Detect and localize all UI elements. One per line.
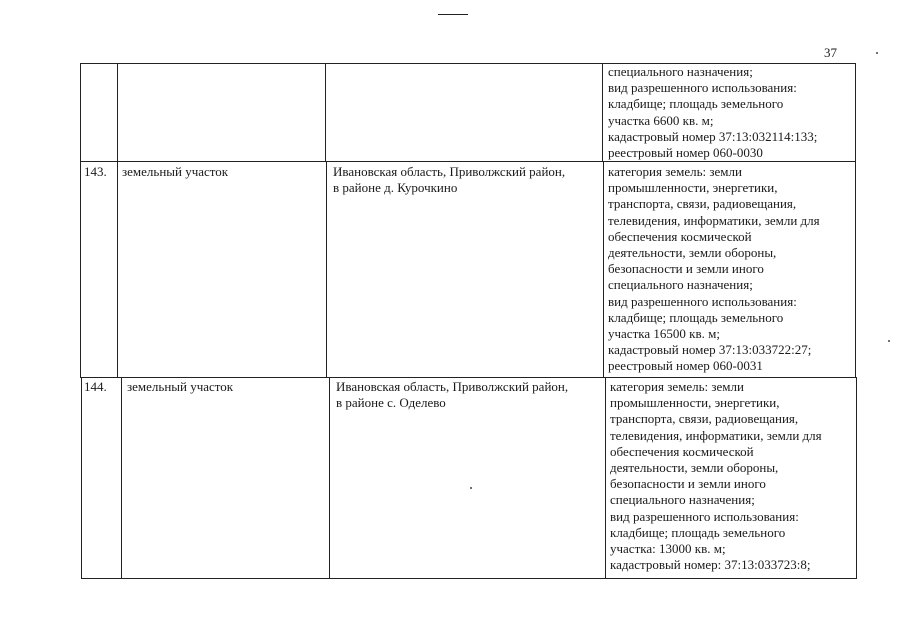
column-divider: [855, 63, 856, 162]
column-divider: [325, 63, 326, 162]
row-number: 143.: [84, 164, 107, 179]
row-divider: [80, 161, 856, 162]
object-description: специального назначения; вид разрешенного использования: кладбище; площадь земельного участка 6600 кв. м; кадастровый номер 37:13:032114:133; реестровый номер 060-0030: [608, 64, 818, 161]
table-bottom-border: [82, 578, 856, 579]
column-divider: [329, 377, 330, 579]
object-name: земельный участок: [127, 379, 234, 394]
column-divider: [81, 377, 82, 579]
table-top-border: [80, 63, 856, 64]
column-divider: [605, 377, 606, 579]
column-divider: [121, 377, 122, 579]
column-divider: [855, 161, 856, 378]
column-divider: [856, 377, 857, 579]
row-divider: [80, 377, 857, 378]
object-location: Ивановская область, Приволжский район, в районе д. Курочкино: [333, 164, 566, 195]
row-number: 144.: [84, 379, 107, 394]
scan-speck: [470, 487, 472, 489]
object-description: категория земель: земли промышленности, энергетики, транспорта, связи, радиовещания, телевидения, информатики, земли для обеспечения космической деятельности, земли обороны, безопасности и земли иного специального назначения; вид разрешенного использования: кладбище; площадь земельного участка: 13000 кв. м; кадастровый номер: 37:13:033723:8;: [610, 379, 822, 573]
column-divider: [602, 63, 603, 162]
column-divider: [603, 161, 604, 378]
column-divider: [80, 161, 81, 378]
column-divider: [117, 63, 118, 162]
column-divider: [80, 63, 81, 162]
object-name: земельный участок: [122, 164, 229, 179]
column-divider: [117, 161, 118, 378]
object-location: Ивановская область, Приволжский район, в районе с. Оделево: [336, 379, 569, 410]
column-divider: [326, 161, 327, 378]
page-number: 37: [824, 45, 837, 60]
object-description: категория земель: земли промышленности, энергетики, транспорта, связи, радиовещания, телевидения, информатики, земли для обеспечения космической деятельности, земли обороны, безопасности и земли иного специального назначения; вид разрешенного использования: кладбище; площадь земельного участка 16500 кв. м; кадастровый номер 37:13:033722:27; реестровый номер 060-0031: [608, 164, 820, 374]
top-margin-mark: [438, 14, 468, 15]
scan-speck: [876, 52, 878, 54]
scan-speck: [888, 340, 890, 342]
